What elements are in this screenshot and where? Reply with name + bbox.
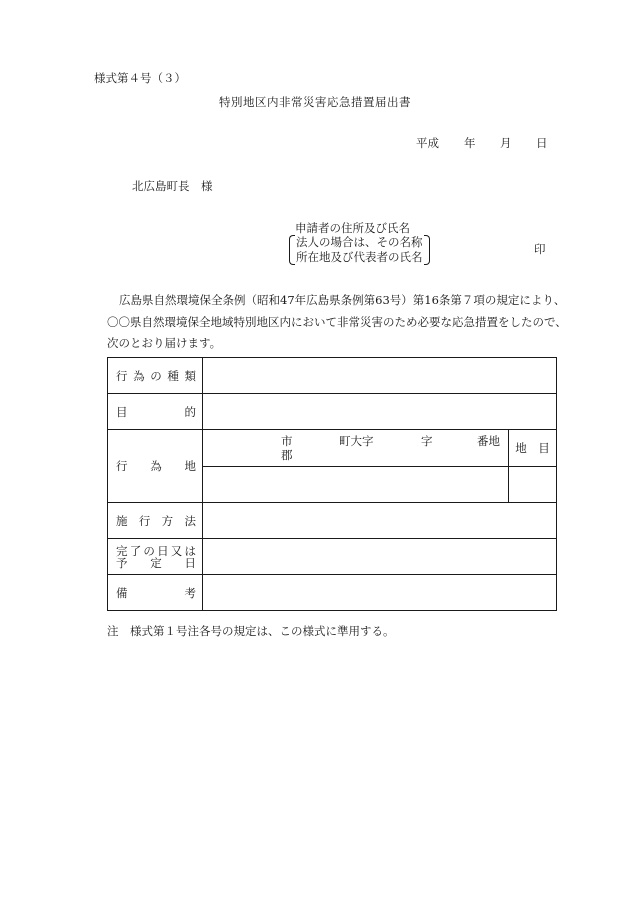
seal-mark: 印	[534, 242, 546, 256]
body-text	[107, 290, 567, 355]
label-location: 行 為 地	[108, 430, 203, 503]
footnote: 注 様式第１号注各号の規定は、この様式に準用する。	[107, 624, 395, 638]
field-remarks[interactable]	[203, 575, 557, 611]
date-year: 年	[464, 136, 476, 150]
body-line-1: 広島県自然環境保全条例（昭和47年広島県条例第63号）第16条第７項の規定により、	[119, 293, 566, 307]
label-method: 施 行 方 法	[108, 503, 203, 539]
corporate-info-bracket	[290, 235, 423, 265]
field-purpose[interactable]	[203, 394, 557, 430]
label-act-type-text: 行 為 の 種 類	[116, 368, 196, 383]
body-line-2: 〇〇県自然環境保全地域特別地区内において非常災害のため必要な応急措置をしたので、	[107, 314, 567, 329]
date-month: 月	[500, 136, 512, 150]
form-number: 様式第４号（３）	[94, 71, 186, 85]
location-gun: 郡	[281, 448, 293, 462]
row-completion	[108, 539, 557, 575]
field-act-type[interactable]	[203, 358, 557, 394]
form-title: 特別地区内非常災害応急措置届出書	[219, 95, 411, 109]
corporate-line-name: 法人の場合は、その名称	[296, 235, 423, 249]
row-method	[108, 503, 557, 539]
location-aza: 字	[421, 434, 433, 448]
location-address-header	[203, 430, 509, 467]
row-remarks	[108, 575, 557, 611]
row-purpose	[108, 394, 557, 430]
label-purpose: 目 的	[108, 394, 203, 430]
location-chimoku-header: 地 目	[509, 430, 557, 467]
applicant-label: 申請者の住所及び氏名	[295, 221, 410, 235]
location-machi: 町大字	[339, 434, 374, 448]
location-banchi: 番地	[477, 434, 500, 448]
field-completion-date[interactable]	[203, 539, 557, 575]
field-location-chimoku[interactable]	[509, 467, 557, 503]
label-act-type	[108, 358, 203, 394]
row-act-type	[108, 358, 557, 394]
date-day: 日	[536, 136, 548, 150]
label-completion: 完 了 の 日 又 は 予 定 日	[108, 539, 203, 575]
location-shi: 市	[281, 434, 293, 448]
field-method[interactable]	[203, 503, 557, 539]
notification-table	[107, 357, 557, 611]
body-line-3: 次のとおり届けます。	[107, 336, 222, 350]
label-remarks: 備 考	[108, 575, 203, 611]
row-location-header	[108, 430, 557, 467]
date-era: 平成	[416, 136, 439, 150]
field-location-address[interactable]	[203, 467, 509, 503]
corporate-line-address: 所在地及び代表者の氏名	[296, 250, 423, 264]
addressee: 北広島町長 様	[132, 179, 213, 193]
